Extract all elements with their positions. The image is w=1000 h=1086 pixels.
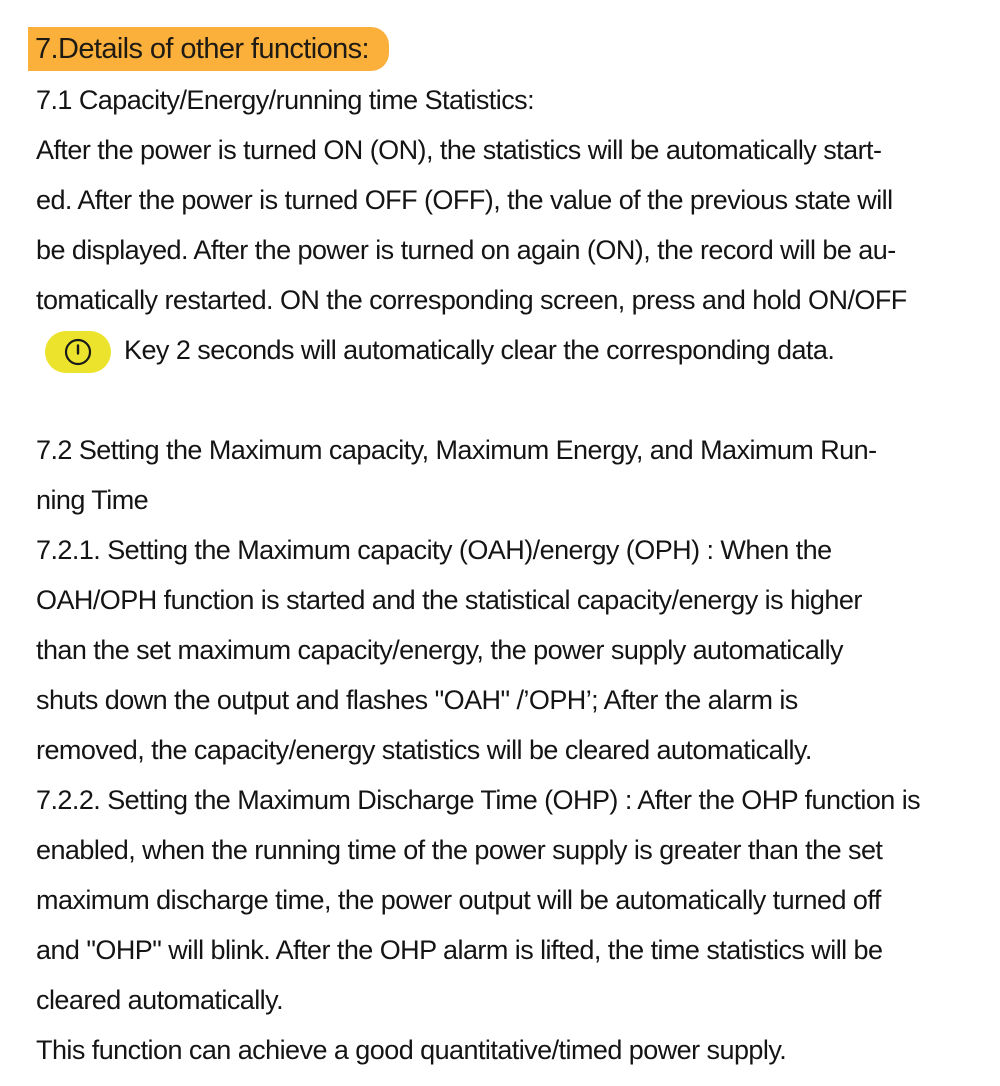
paragraph-line: tomatically restarted. ON the corresponding screen, press and hold ON/OFF bbox=[36, 285, 907, 315]
heading-7-2-2: 7.2.2. Setting the Maximum Discharge Time (OHP) : After the OHP function is bbox=[36, 785, 921, 815]
paragraph-line: shuts down the output and flashes "OAH" /’OPH’; After the alarm is bbox=[36, 685, 798, 715]
paragraph-line: After the power is turned ON (ON), the statistics will be automatically start- bbox=[36, 135, 882, 165]
paragraph-line: maximum discharge time, the power output will be automatically turned off bbox=[36, 885, 881, 915]
heading-7-2: 7.2 Setting the Maximum capacity, Maximum Energy, and Maximum Run- bbox=[36, 435, 877, 465]
paragraph-line: than the set maximum capacity/energy, the power supply automatically bbox=[36, 635, 844, 665]
paragraph-line: This function can achieve a good quantitative/timed power supply. bbox=[36, 1035, 787, 1065]
section-title: 7.Details of other functions: bbox=[28, 27, 389, 71]
paragraph-line: removed, the capacity/energy statistics will be cleared automatically. bbox=[36, 735, 812, 765]
paragraph-line: be displayed. After the power is turned on again (ON), the record will be au- bbox=[36, 235, 896, 265]
paragraph-line: Key 2 seconds will automatically clear the corresponding data. bbox=[124, 335, 835, 365]
heading-7-2-cont: ning Time bbox=[36, 485, 149, 515]
paragraph-line: enabled, when the running time of the power supply is greater than the set bbox=[36, 835, 883, 865]
paragraph-line: ed. After the power is turned OFF (OFF), the value of the previous state will bbox=[36, 185, 893, 215]
power-button-icon bbox=[63, 337, 93, 367]
power-key-highlight bbox=[45, 331, 111, 373]
heading-7-2-1: 7.2.1. Setting the Maximum capacity (OAH)/energy (OPH) : When the bbox=[36, 535, 832, 565]
heading-7-1: 7.1 Capacity/Energy/running time Statistics: bbox=[36, 85, 535, 115]
paragraph-line: cleared automatically. bbox=[36, 985, 284, 1015]
paragraph-line: OAH/OPH function is started and the statistical capacity/energy is higher bbox=[36, 585, 862, 615]
paragraph-line: and "OHP" will blink. After the OHP alarm is lifted, the time statistics will be bbox=[36, 935, 883, 965]
